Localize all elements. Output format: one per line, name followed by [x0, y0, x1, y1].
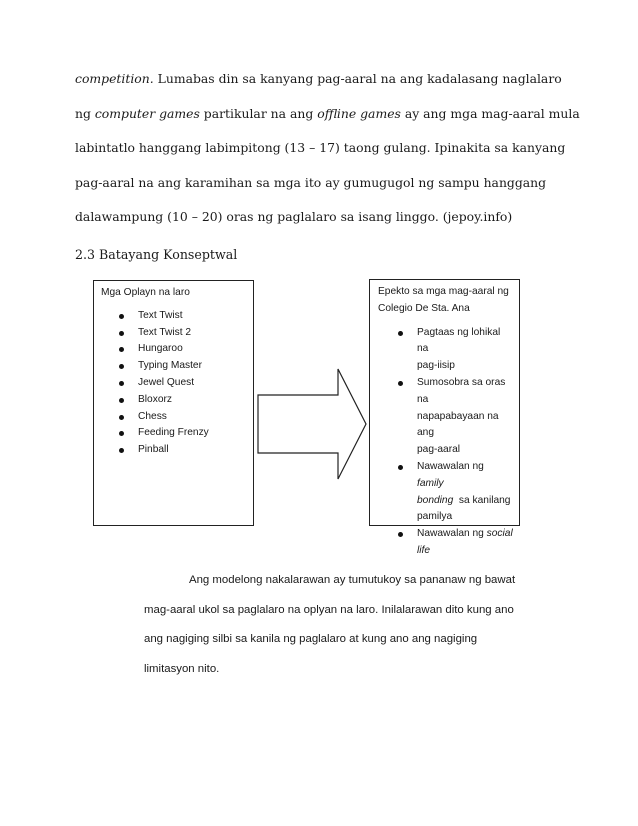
list-item-text: Sumosobra sa oras na — [417, 376, 506, 405]
caption-line: ang nagiging silbi sa kanila ng paglalaro at kung ano ang nagiging — [144, 633, 478, 645]
italic-term: family — [417, 477, 444, 489]
list-item — [119, 375, 253, 392]
arrow-shape — [258, 369, 366, 479]
body-text: partikular na ang — [199, 105, 318, 121]
italic-term: bonding — [417, 494, 454, 506]
bullet-icon — [119, 331, 124, 336]
list-item-text: sa kanilang — [453, 494, 511, 506]
list-item-label: Jewel Quest — [138, 376, 195, 388]
games-list — [119, 308, 253, 459]
bullet-icon — [119, 364, 124, 369]
list-item-text: Nawawalan ng — [417, 460, 484, 472]
list-item — [398, 375, 513, 459]
italic-term: social — [486, 528, 513, 540]
italic-term: offline games — [317, 105, 401, 121]
list-item-text: Nawawalan ng — [417, 528, 487, 540]
list-item — [398, 325, 513, 375]
list-item-label: Pinball — [138, 444, 169, 456]
body-line: labintatlo hanggang labimpitong (13 – 17) taong gulang. Ipinakita sa kanyang — [75, 140, 566, 155]
list-item-label: Bloxorz — [138, 393, 172, 405]
bullet-icon — [119, 431, 124, 436]
list-item-label: Feeding Frenzy — [138, 427, 209, 439]
right-arrow-icon — [256, 368, 368, 480]
body-line: pag-aaral na ang karamihan sa mga ito ay gumugugol ng sampu hanggang — [75, 174, 547, 190]
list-item-label: Typing Master — [138, 360, 202, 372]
bullet-icon — [119, 398, 124, 403]
bullet-icon — [119, 314, 124, 319]
list-item-text: Pagtaas ng lohikal na — [417, 326, 501, 355]
effects-box — [369, 279, 520, 556]
bullet-icon — [119, 381, 124, 386]
list-item-label: Hungaroo — [138, 343, 183, 355]
list-item — [119, 358, 253, 375]
list-item — [119, 425, 253, 442]
list-item-text: pag-aaral — [417, 444, 461, 456]
body-paragraph — [75, 62, 580, 235]
list-item-text: pag-iisip — [417, 360, 455, 372]
list-item — [119, 409, 253, 426]
box-title-line: Epekto sa mga mag-aaral ng — [378, 286, 509, 297]
body-line: dalawampung (10 – 20) oras ng paglalaro sa isang linggo. (jepoy.info) — [75, 209, 513, 224]
section-heading: 2.3 Batayang Konseptwal — [75, 247, 238, 262]
list-item — [119, 341, 253, 358]
italic-term: competition. — [75, 71, 154, 86]
caption-line: Ang modelong nakalarawan ay tumutukoy sa pananaw ng bawat — [189, 574, 516, 586]
bullet-icon — [119, 347, 124, 352]
list-item — [119, 308, 253, 325]
figure-caption — [144, 566, 564, 684]
bullet-icon — [398, 532, 403, 537]
list-item — [398, 459, 513, 526]
online-games-box — [93, 280, 254, 526]
italic-term: life — [417, 544, 431, 556]
list-item — [119, 325, 253, 342]
bullet-icon — [119, 448, 124, 453]
bullet-icon — [398, 465, 403, 470]
body-text: ay ang mga mag-aaral mula — [400, 105, 580, 121]
box-title-line: Colegio De Sta. Ana — [378, 302, 470, 314]
list-item — [119, 442, 253, 459]
body-text: Lumabas din sa kanyang pag-aaral na ang kadalasang naglalaro — [153, 71, 562, 86]
list-item-label: Text Twist 2 — [138, 326, 192, 338]
list-item — [119, 392, 253, 409]
list-item-text: napapabayaan na ang — [417, 410, 499, 439]
list-item-label: Text Twist — [138, 309, 183, 321]
box-title: Mga Oplayn na laro — [101, 287, 190, 298]
caption-line: limitasyon nito. — [144, 662, 220, 675]
bullet-icon — [398, 331, 403, 336]
list-item — [398, 526, 513, 560]
bullet-icon — [119, 415, 124, 420]
italic-term: computer games — [94, 105, 200, 121]
caption-line: mag-aaral ukol sa paglalaro na oplyan na laro. Inilalarawan dito kung ano — [144, 603, 514, 616]
effects-list — [398, 325, 513, 560]
body-line — [75, 97, 580, 132]
body-text: ng — [75, 105, 95, 121]
body-line — [75, 62, 575, 97]
box-title — [378, 284, 513, 318]
list-item-label: Chess — [138, 410, 167, 422]
list-item-text: pamilya — [417, 511, 453, 523]
bullet-icon — [398, 381, 403, 386]
